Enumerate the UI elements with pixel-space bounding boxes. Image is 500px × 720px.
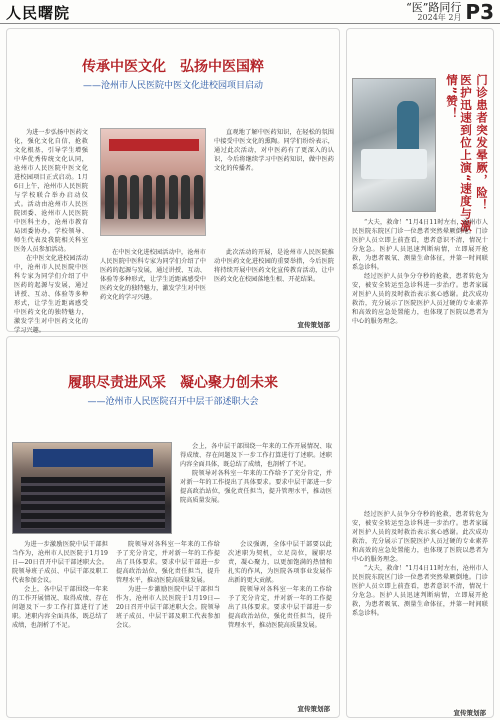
article-body-part1: “大夫，救命！”1月4日11时左右，沧州市人民医院东院区门诊一位患者突然晕厥倒地。门诊医护人员立即上前查看，患者意识不清，情况十分危急。医护人员迅速判断病情，立即展开抢救，为患者吸氧、测量生命体征，并第一时间联系急诊科。 经过医护人员争分夺秒的抢救，患者转危为安，被安全转运至急诊科进一步治疗。患者家属对医护人员的及时救治表示衷心感谢。此次成功救治，充分展示了医院医护人员过硬的专业素养和高效的应急处置能力，也体现了医院以患者为中心的服务理念。: [352, 219, 488, 325]
article-title: 传承中医文化 弘扬中医国粹: [82, 59, 264, 75]
page-header: [0, 0, 500, 24]
article-body-col1: 为进一步弘扬中医药文化，强化文化自信，抢救文化根基，引导学生增强中华优秀传统文化认同，沧州市人民医院中医文化进校园项目正式启动。1月6日上午，沧州市人民医院与学校联合举办启动仪式。活动由沧州市人民医院团委、沧州市人民医院中医科主办，沧州市教育局团委协办。学校领导、师生代表及我院相关科室医务人员参加活动。 在中医文化进校园活动中，沧州市人民医院中医科专家为同学们介绍了中医药的起源与发展，通过讲授、互动、体验等多种形式，让学生近距离感受中医药文化的独特魅力，激发学生对中医药文化的学习兴趣。: [14, 129, 88, 334]
photo-medic: [397, 101, 419, 151]
article-title: 履职尽责进风采 凝心聚力创未来: [68, 375, 278, 391]
photo-banner: [109, 139, 199, 151]
article-cadre-report: [6, 336, 340, 718]
article-signature: 宣传策划部: [297, 321, 330, 329]
article-body-col4: 会议强调，全体中层干部要以此次述职为契机，立足岗位，履职尽责，凝心聚力，以更加饱满的热情和扎实的作风，为医院各项事业发展作出新的更大贡献。 院领导对各科室一年来的工作给予了充分肯定，并对新一年的工作提出了具体要求。要求中层干部进一步提高政治站位，强化责任担当，提升管理水平，推动医院高质量发展。: [228, 541, 332, 629]
meeting-photo: [12, 442, 172, 534]
article-body-col3: 此次活动的开展，是沧州市人民医院推动中医药文化进校园的重要举措，今后医院将持续开展中医药文化宣传教育活动，让中医药文化在校园落地生根、开花结果。: [214, 249, 334, 283]
page-number: P3: [465, 0, 494, 24]
headline-line-2: 医护迅速到位上演“速度与激情”赞！: [445, 74, 473, 233]
article-body-col3: 院领导对各科室一年来的工作给予了充分肯定，并对新一年的工作提出了具体要求。要求中层干部进一步提高政治站位，强化责任担当，提升管理水平，推动医院高质量发展。 为进一步激励医院中层干部担当作为，沧州市人民医院于1月19日—20日召开中层干部述职大会。院领导班子成员、中层干部及职工代表参加会议。: [116, 541, 220, 629]
article-body-col2: 在中医文化进校园活动中，沧州市人民医院中医科专家为同学们介绍了中医药的起源与发展，通过讲授、互动、体验等多种形式，让学生近距离感受中医药文化的独特魅力，激发学生对中医药文化的学习兴趣。: [100, 249, 206, 301]
event-photo: [100, 128, 206, 236]
article-signature: 宣传策划部: [453, 709, 486, 717]
photo-people: [105, 169, 203, 219]
article-signature: 宣传策划部: [297, 705, 330, 713]
article-body-part2: 经过医护人员争分夺秒的抢救，患者转危为安，被安全转运至急诊科进一步治疗。患者家属对医护人员的及时救治表示衷心感谢。此次成功救治，充分展示了医院医护人员过硬的专业素养和高效的应急处置能力，也体现了医院以患者为中心的服务理念。 “大夫，救命！”1月4日11时左右，沧州市人民医院东院区门诊一位患者突然晕厥倒地。门诊医护人员立即上前查看，患者意识不清，情况十分危急。医护人员迅速判断病情，立即展开抢救，为患者吸氧、测量生命体征，并第一时间联系急诊科。: [352, 511, 488, 617]
rescue-photo: [352, 78, 436, 212]
article-body-col1: 会上，各中层干部围绕一年来的工作开展情况、取得成绩、存在问题及下一步工作打算进行了述职。述职内容全面具体，既总结了成绩，也剖析了不足。 院领导对各科室一年来的工作给予了充分肯定，并对新一年的工作提出了具体要求。要求中层干部进一步提高政治站位，强化责任担当，提升管理水平，推动医院高质量发展。: [180, 443, 332, 504]
headline-line-1: 门诊患者突发晕厥，险！: [475, 74, 489, 212]
right-column: [346, 28, 494, 718]
column-title: “医”路同行: [406, 1, 462, 14]
photo-audience: [21, 477, 165, 529]
article-body-col3-top: 直观地了解中医药知识，在轻松的氛围中接受中医文化的熏陶。同学们纷纷表示，通过此次活动，对中医药有了更深入的认识，今后将继续学习中医药知识，做中医药文化的传播者。: [214, 129, 334, 172]
photo-bed: [361, 149, 427, 179]
article-body-col2: 为进一步激励医院中层干部担当作为，沧州市人民医院于1月19日—20日召开中层干部述职大会。院领导班子成员、中层干部及职工代表参加会议。 会上，各中层干部围绕一年来的工作开展情况、取得成绩、存在问题及下一步工作打算进行了述职。述职内容全面具体，既总结了成绩，也剖析了不足。: [12, 541, 108, 629]
masthead-brand: 人民曙院: [6, 4, 71, 22]
photo-stage: [33, 449, 153, 467]
left-column: [6, 28, 340, 718]
article-tcm-culture: [6, 28, 340, 332]
header-right: [406, 2, 494, 22]
issue-date: 2024年 2月: [417, 13, 462, 22]
article-subtitle: ——沧州市人民医院召开中层干部述职大会: [87, 397, 259, 407]
article-subtitle: ——沧州市人民医院中医文化进校园项目启动: [82, 81, 263, 91]
